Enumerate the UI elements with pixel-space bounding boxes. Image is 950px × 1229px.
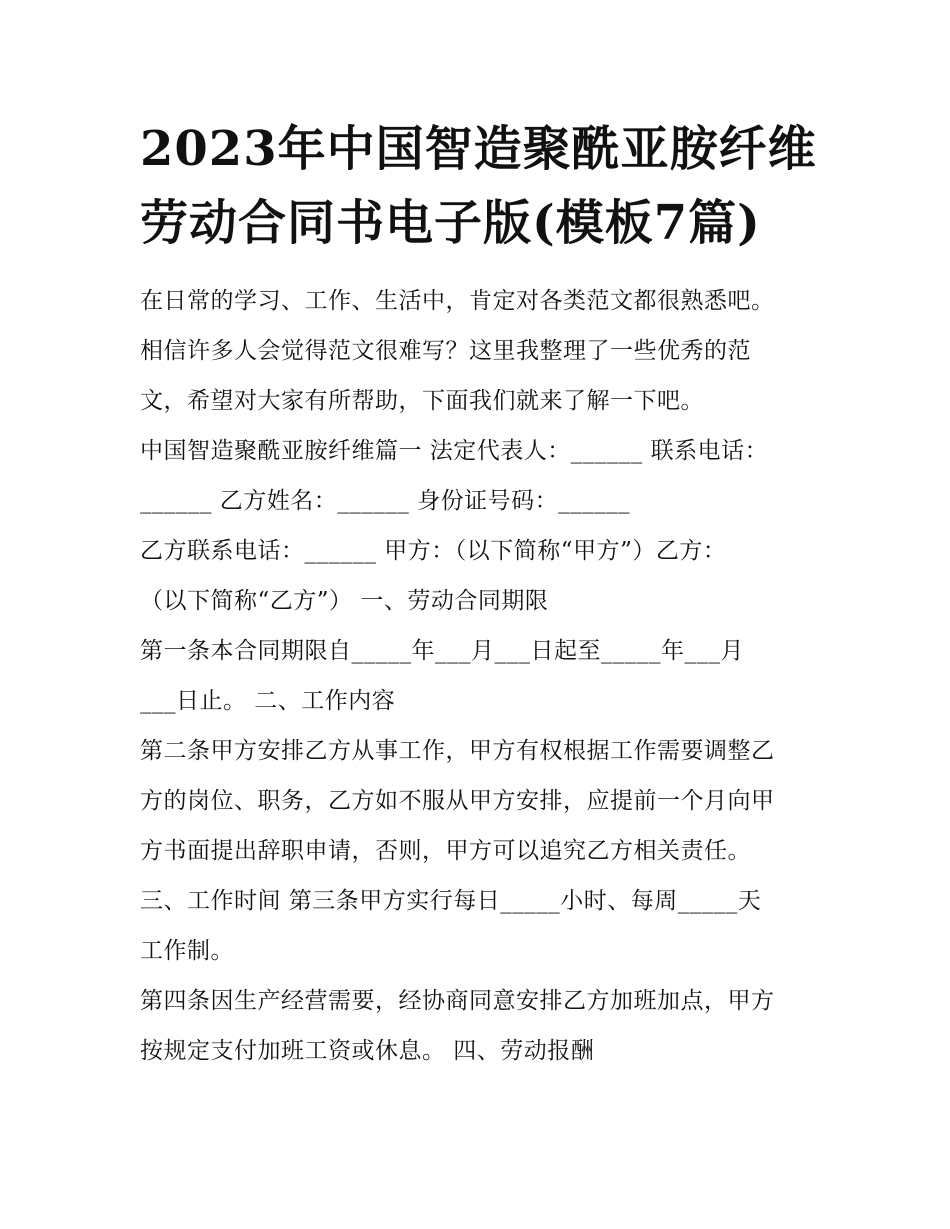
body-line-11: 方的岗位、职务，乙方如不服从甲方安排，应提前一个月向甲 [140, 788, 775, 814]
title-line-1: 2023年中国智造聚酰亚胺纤维 [140, 121, 817, 177]
body-line-14: 工作制。 [140, 938, 234, 964]
document-title [140, 112, 840, 260]
body-line-5: ______ 乙方姓名：______ 身份证号码：______ [140, 488, 631, 514]
body-line-6: 乙方联系电话：______ 甲方：（以下简称“甲方”）乙方： [140, 538, 727, 564]
body-line-9: ___日止。 二、工作内容 [140, 688, 396, 714]
body-line-1: 在日常的学习、工作、生活中，肯定对各类范文都很熟悉吧。 [140, 288, 775, 314]
body-line-12: 方书面提出辞职申请，否则，甲方可以追究乙方相关责任。 [140, 838, 751, 864]
body-line-2: 相信许多人会觉得范文很难写？这里我整理了一些优秀的范 [140, 338, 751, 364]
body-line-8: 第一条本合同期限自_____年___月___日起至_____年___月 [140, 638, 744, 664]
body-line-16: 按规定支付加班工资或休息。 四、劳动报酬 [140, 1038, 595, 1064]
body-line-13: 三、工作时间 第三条甲方实行每日_____小时、每周_____天 [140, 888, 762, 914]
body-line-10: 第二条甲方安排乙方从事工作，甲方有权根据工作需要调整乙 [140, 738, 775, 764]
body-line-4: 中国智造聚酰亚胺纤维篇一 法定代表人：______ 联系电话： [140, 438, 769, 464]
title-line-2: 劳动合同书电子版(模板7篇) [140, 195, 761, 251]
body-line-15: 第四条因生产经营需要，经协商同意安排乙方加班加点，甲方 [140, 988, 775, 1014]
body-line-7: （以下简称“乙方”） 一、劳动合同期限 [140, 588, 549, 614]
body-line-3: 文，希望对大家有所帮助，下面我们就来了解一下吧。 [140, 388, 704, 414]
document-body [140, 276, 820, 1076]
